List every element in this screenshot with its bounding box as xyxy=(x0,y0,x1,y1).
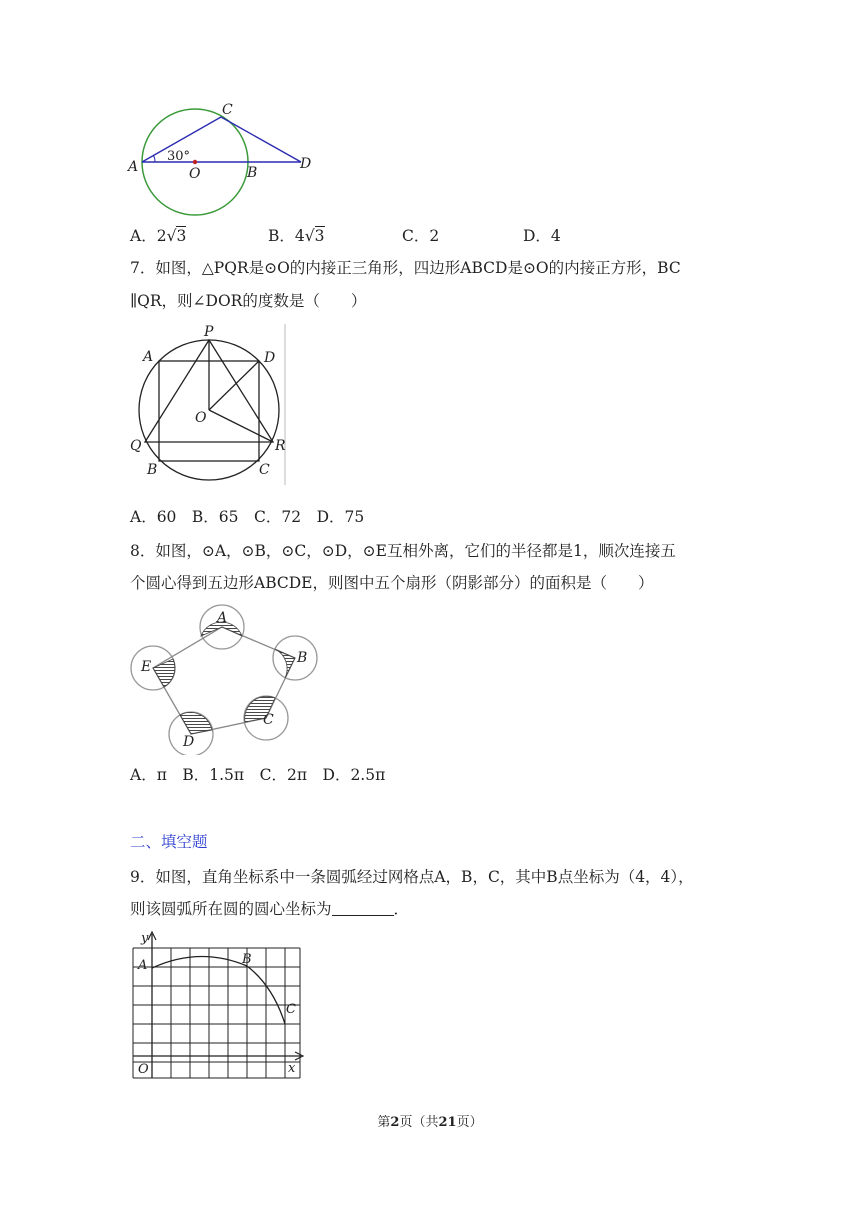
q9-label-o: O xyxy=(138,1062,149,1077)
q8-text-line2: 个圆心得到五边形ABCDE，则图中五个扇形（阴影部分）的面积是（ ） xyxy=(130,574,654,592)
footer-pre: 第 xyxy=(377,1115,391,1130)
q7-label-c: C xyxy=(259,462,270,478)
q7-label-a: A xyxy=(143,349,154,365)
q8-label-a: A xyxy=(217,610,228,626)
q9-label-c: C xyxy=(286,1002,296,1017)
q7-text-line1: 7．如图，△PQR是⊙O的内接正三角形，四边形ABCD是⊙O的内接正方形，BC xyxy=(130,259,681,277)
section-title: 二、填空题 xyxy=(130,833,208,851)
sqrt-sign: √ xyxy=(304,227,315,245)
q8-sector-e xyxy=(153,659,175,687)
q6-label-b: B xyxy=(247,165,258,181)
q7-label-o: O xyxy=(195,410,207,426)
q6-label-a: A xyxy=(128,159,139,175)
page-footer xyxy=(0,1111,860,1130)
q9-grid xyxy=(133,948,300,1078)
q7-label-q: Q xyxy=(130,438,142,454)
q8-label-e: E xyxy=(141,659,152,675)
q6-label-c: C xyxy=(222,102,233,118)
footer-post: 页） xyxy=(456,1115,483,1130)
footer-mid: 页（共 xyxy=(399,1115,439,1130)
q6-label-d: D xyxy=(300,156,312,172)
footer-total-pages: 21 xyxy=(438,1115,457,1130)
q8-label-d: D xyxy=(183,734,195,750)
q9-text-line2-before: 则该圆弧所在圆的圆心坐标为 xyxy=(130,900,332,918)
q6-option-a-radicand: 3 xyxy=(176,227,187,245)
q7-label-p: P xyxy=(204,324,214,340)
q9-label-y: y xyxy=(141,931,149,946)
q6-option-a xyxy=(130,224,186,246)
q6-option-a-text: A．2 xyxy=(130,227,167,245)
q6-center-dot xyxy=(193,160,197,164)
q9-figure xyxy=(125,928,310,1080)
q8-label-c: C xyxy=(263,712,274,728)
footer-page-number: 2 xyxy=(390,1115,400,1130)
q8-label-b: B xyxy=(297,650,308,666)
q7-options: A．60 B．65 C．72 D．75 xyxy=(130,508,365,526)
q6-option-d: D．4 xyxy=(523,227,561,245)
q6-label-o: O xyxy=(189,166,201,182)
q9-text-line1: 9．如图，直角坐标系中一条圆弧经过网格点A，B，C，其中B点坐标为（4，4）， xyxy=(130,868,694,886)
q6-angle-arc xyxy=(154,156,156,163)
q6-option-b-text: B．4 xyxy=(268,227,305,245)
q7-label-b: B xyxy=(147,462,158,478)
q9-answer-blank[interactable] xyxy=(332,899,394,916)
q7-figure xyxy=(125,322,290,487)
q8-figure xyxy=(125,600,325,755)
sqrt-sign: √ xyxy=(166,227,177,245)
q8-options: A．π B．1.5π C．2π D．2.5π xyxy=(130,766,386,784)
q6-option-b xyxy=(268,224,325,246)
q9-text-line2-after: ． xyxy=(393,900,410,918)
q8-sector-b xyxy=(275,649,295,678)
q9-label-x: x xyxy=(288,1061,296,1076)
q8-text-line1: 8．如图，⊙A，⊙B，⊙C，⊙D，⊙E互相外离，它们的半径都是1，顺次连接五 xyxy=(130,542,676,560)
q6-line-cd xyxy=(221,117,301,162)
q7-text-line2: ∥QR，则∠DOR的度数是（ ） xyxy=(130,292,367,310)
q7-label-d: D xyxy=(264,350,276,366)
q9-text-line2 xyxy=(130,898,409,920)
q9-label-b: B xyxy=(242,952,252,967)
q8-sector-d xyxy=(180,712,212,734)
q7-line-od xyxy=(209,361,259,410)
q6-label-angle: 30° xyxy=(167,149,191,164)
q6-option-b-radicand: 3 xyxy=(314,227,325,245)
q9-label-a: A xyxy=(138,958,148,973)
q6-option-c: C．2 xyxy=(402,227,440,245)
q7-label-r: R xyxy=(275,438,286,454)
q6-figure xyxy=(125,100,325,220)
